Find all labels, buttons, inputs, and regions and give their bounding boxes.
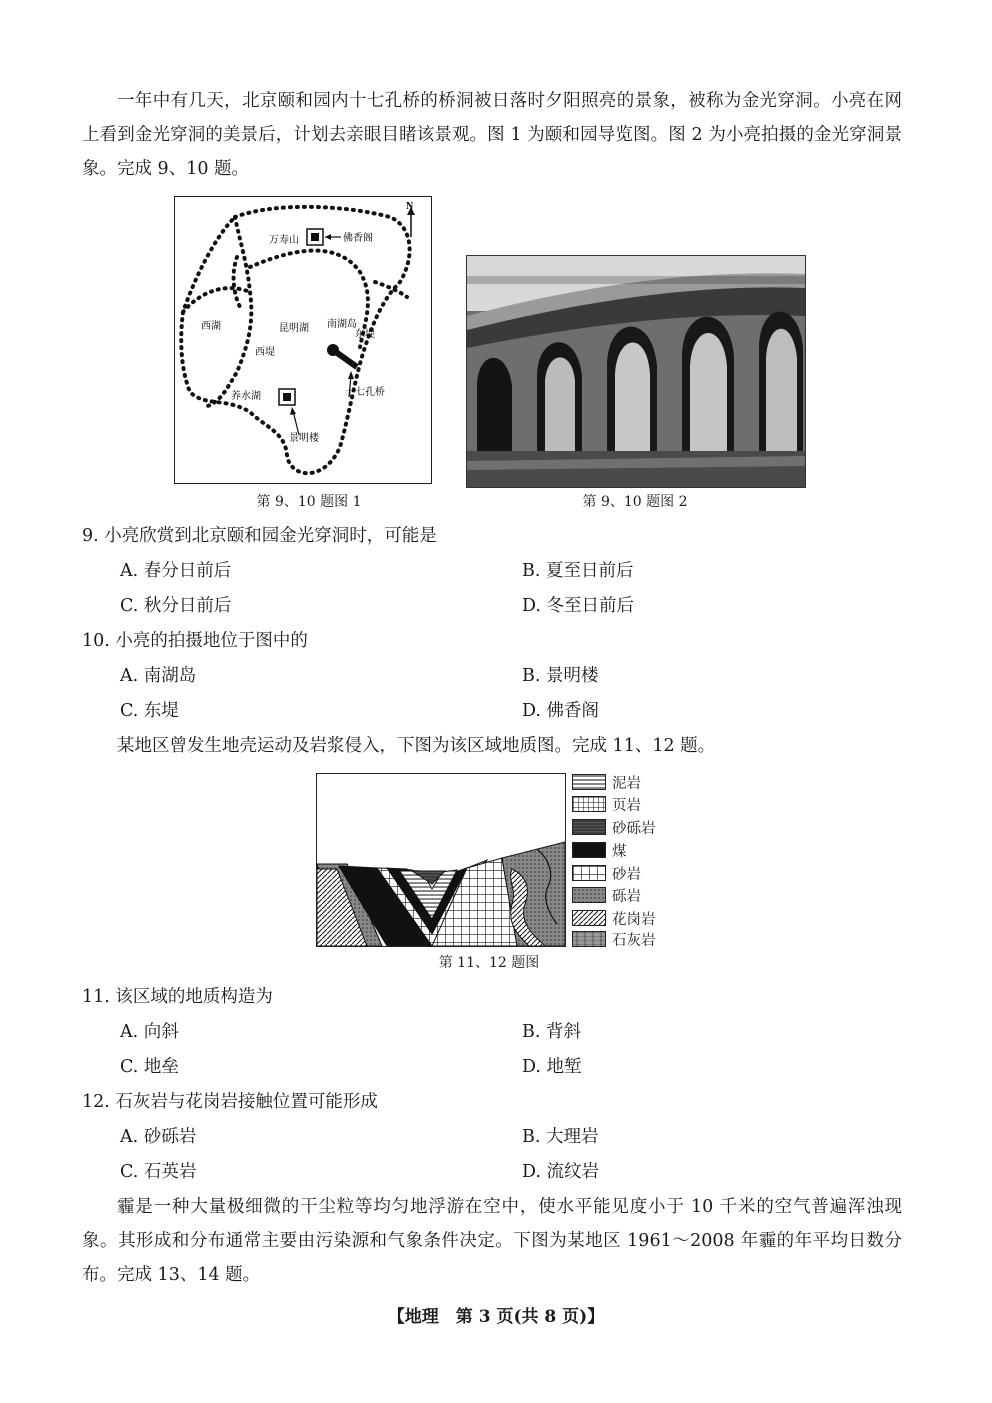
geology-cross-section [316, 773, 566, 947]
q10-option-d[interactable]: D. 佛香阁 [522, 701, 600, 721]
q11-option-b[interactable]: B. 背斜 [522, 1022, 581, 1042]
question-11-stem: 11. 该区域的地质构造为 [82, 987, 273, 1007]
q9-option-d[interactable]: D. 冬至日前后 [522, 596, 635, 616]
bridge-photo [466, 255, 806, 488]
q12-option-c[interactable]: C. 石英岩 [120, 1162, 197, 1182]
legend-item-granite [572, 908, 656, 928]
legend-item-conglomerate [572, 885, 641, 905]
geology-svg [317, 774, 565, 946]
legend-label: 页岩 [612, 797, 641, 814]
label-xihu: 西湖 [201, 321, 221, 332]
label-shiqikongqiao: 十七孔桥 [345, 387, 385, 398]
figure1-caption: 第 9、10 题图 1 [256, 494, 362, 510]
legend-label: 煤 [612, 843, 627, 860]
intro-paragraph-13-14: 霾是一种大量极细微的干尘粒等均匀地浮游在空中，使水平能见度小于 10 千米的空气普遍浑浊现象。其形成和分布通常主要由污染源和气象条件决定。下图为某地区 1961～2008 年霾的年平均日数分布。完成 13、14 题。 [82, 1197, 902, 1285]
legend-swatch-sandstone [572, 865, 606, 881]
label-dongdi: 东堤 [355, 329, 375, 340]
legend-label: 砾岩 [612, 888, 641, 905]
legend-swatch-shale [572, 796, 606, 812]
label-wanshoushan: 万寿山 [269, 235, 299, 246]
legend-item-shale [572, 794, 641, 814]
legend-label: 石灰岩 [612, 932, 656, 949]
legend-label: 砂岩 [612, 866, 641, 883]
seventeen-arch-bridge-icon [333, 350, 357, 367]
legend-item-limestone [572, 929, 656, 949]
q12-option-a[interactable]: A. 砂砾岩 [120, 1127, 197, 1147]
legend-label: 花岗岩 [612, 911, 656, 928]
q9-option-c[interactable]: C. 秋分日前后 [120, 596, 232, 616]
label-jingminglou: 景明楼 [289, 433, 319, 444]
question-12-stem: 12. 石灰岩与花岗岩接触位置可能形成 [82, 1092, 378, 1112]
legend-swatch-mudstone [572, 774, 606, 790]
legend-label: 砂砾岩 [612, 820, 656, 837]
north-label: N [406, 201, 414, 212]
label-nanhudao: 南湖岛 [327, 319, 357, 330]
geology-caption: 第 11、12 题图 [438, 955, 540, 971]
legend-swatch-conglomerate [572, 887, 606, 903]
intro-paragraph-9-10: 一年中有几天，北京颐和园内十七孔桥的桥洞被日落时夕阳照亮的景象，被称为金光穿洞。小亮在网上看到金光穿洞的美景后，计划去亲眼目睹该景观。图 1 为颐和园导览图。图 2 为小亮拍摄的金光穿洞景象。完成 9、10 题。 [82, 91, 902, 179]
legend-item-sandy-conglomerate [572, 817, 656, 837]
legend-swatch-granite [572, 910, 606, 926]
q9-option-a[interactable]: A. 春分日前后 [120, 561, 232, 581]
summer-palace-map [174, 196, 432, 484]
q9-option-b[interactable]: B. 夏至日前后 [522, 561, 634, 581]
figure2-caption: 第 9、10 题图 2 [582, 494, 688, 510]
legend-label: 泥岩 [612, 775, 641, 792]
question-10-stem: 10. 小亮的拍摄地位于图中的 [82, 631, 308, 651]
q10-option-c[interactable]: C. 东堤 [120, 701, 179, 721]
bridge-photo-svg [467, 256, 805, 487]
q12-option-d[interactable]: D. 流纹岩 [522, 1162, 600, 1182]
intro-paragraph-11-12: 某地区曾发生地壳运动及岩浆侵入，下图为该区域地质图。完成 11、12 题。 [117, 736, 716, 756]
legend-swatch-sandy-conglomerate [572, 819, 606, 835]
map-svg [175, 197, 431, 483]
question-9-stem: 9. 小亮欣赏到北京颐和园金光穿洞时，可能是 [82, 526, 437, 546]
label-foxiangge: 佛香阁 [343, 233, 373, 244]
label-kunminghu: 昆明湖 [279, 323, 309, 334]
legend-item-sandstone [572, 863, 641, 883]
legend-item-coal [572, 840, 627, 860]
page-footer: 【地理 第 3 页(共 8 页)】 [387, 1307, 605, 1327]
q11-option-d[interactable]: D. 地堑 [522, 1057, 582, 1077]
label-xidi: 西堤 [255, 347, 275, 358]
q12-option-b[interactable]: B. 大理岩 [522, 1127, 599, 1147]
q11-option-c[interactable]: C. 地垒 [120, 1057, 179, 1077]
q10-option-a[interactable]: A. 南湖岛 [120, 666, 197, 686]
legend-item-mudstone [572, 772, 641, 792]
q11-option-a[interactable]: A. 向斜 [120, 1022, 179, 1042]
legend-swatch-coal [572, 842, 606, 858]
q10-option-b[interactable]: B. 景明楼 [522, 666, 599, 686]
label-yangshuihu: 养水湖 [231, 391, 261, 402]
legend-swatch-limestone [572, 931, 606, 947]
